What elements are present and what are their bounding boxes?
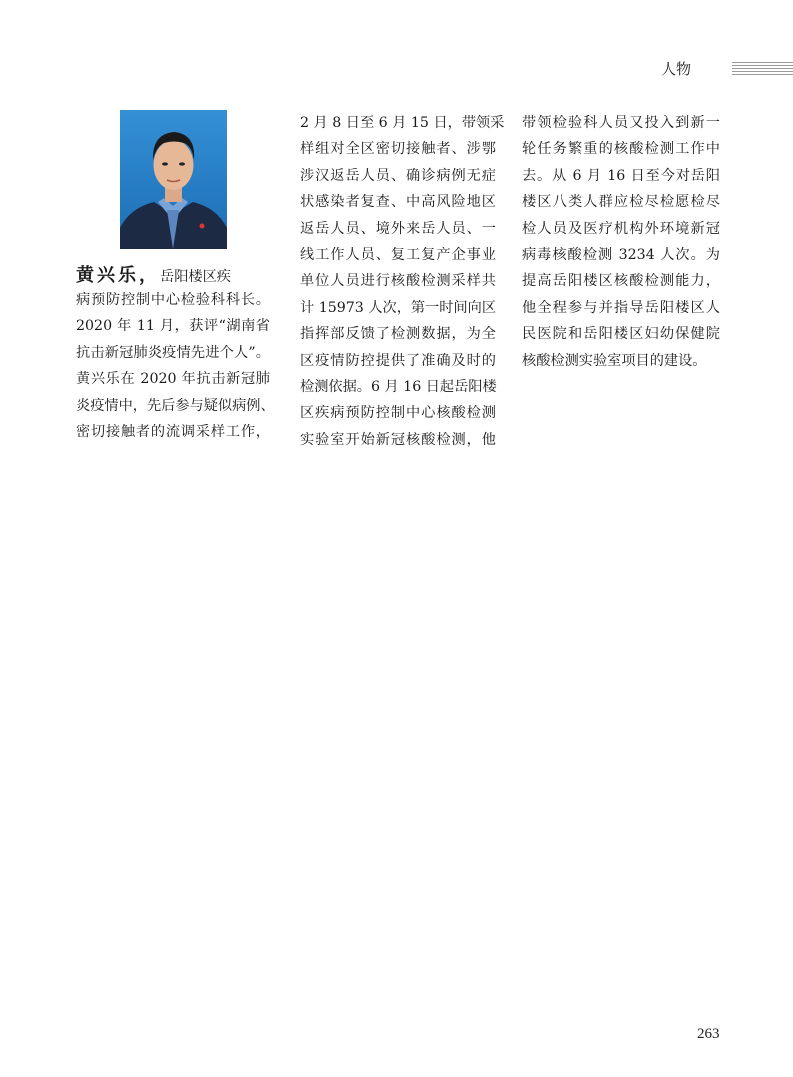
text-column-3 [522, 110, 720, 374]
text-line: 黄兴乐在 2020 年抗击新冠肺 [76, 371, 270, 388]
person-name: 黄兴乐， [76, 265, 160, 286]
text-line: 单位人员进行核酸检测采样共 [300, 273, 496, 290]
text-line: 指挥部反馈了检测数据，为全 [300, 326, 496, 343]
section-label: 人物 [660, 60, 691, 78]
text-line: 涉汉返岳人员、确诊病例无症 [300, 167, 496, 184]
text-line: 线工作人员、复工复产企事业 [300, 246, 496, 263]
text-line: 他全程参与并指导岳阳楼区人 [522, 299, 720, 316]
text-line: 核酸检测实验室项目的建设。 [522, 352, 707, 369]
text-line: 计 15973 人次，第一时间向区 [300, 299, 497, 316]
text-line: 检测依据。6 月 16 日起岳阳楼 [300, 378, 497, 395]
text-line: 区疾病预防控制中心核酸检测 [300, 405, 496, 422]
text-line: 2 月 8 日至 6 月 15 日，带领采 [300, 115, 505, 131]
text-line: 状感染者复查、中高风险地区 [300, 194, 496, 211]
text-line: 病毒核酸检测 3234 人次。为 [522, 246, 720, 263]
text-line: 抗击新冠肺炎疫情先进个人”。 [76, 344, 270, 361]
page-number: 263 [697, 1026, 720, 1042]
text-line: 检人员及医疗机构外环境新冠 [522, 220, 720, 237]
portrait-photo-illustration [120, 110, 227, 249]
header-decorative-lines [732, 62, 793, 77]
text-line: 民医院和岳阳楼区妇幼保健院 [522, 326, 720, 343]
portrait-photo [120, 110, 227, 249]
text-line: 2020 年 11 月，获评“湖南省 [76, 318, 270, 335]
text-line: 楼区八类人群应检尽检愿检尽 [522, 194, 720, 211]
text-line: 返岳人员、境外来岳人员、一 [300, 220, 496, 237]
text-line: 去。从 6 月 16 日至今对岳阳 [522, 167, 720, 184]
text-line: 密切接触者的流调采样工作， [76, 423, 270, 440]
text-column-1 [76, 287, 275, 445]
text-line: 轮任务繁重的核酸检测工作中 [522, 141, 720, 158]
text-line: 样组对全区密切接触者、涉鄂 [300, 141, 496, 158]
text-line: 病预防控制中心检验科科长。 [76, 292, 270, 308]
text-line: 提高岳阳楼区核酸检测能力， [522, 273, 720, 290]
text-line: 实验室开始新冠核酸检测，他 [300, 431, 496, 448]
person-title-start: 岳阳楼区疾 [160, 269, 231, 285]
text-line: 区疫情防控提供了准确及时的 [300, 352, 496, 369]
profile-intro [76, 263, 270, 290]
text-column-2 [300, 110, 505, 453]
text-line: 炎疫情中，先后参与疑似病例、 [76, 397, 275, 414]
text-line: 带领检验科人员又投入到新一 [522, 115, 720, 131]
